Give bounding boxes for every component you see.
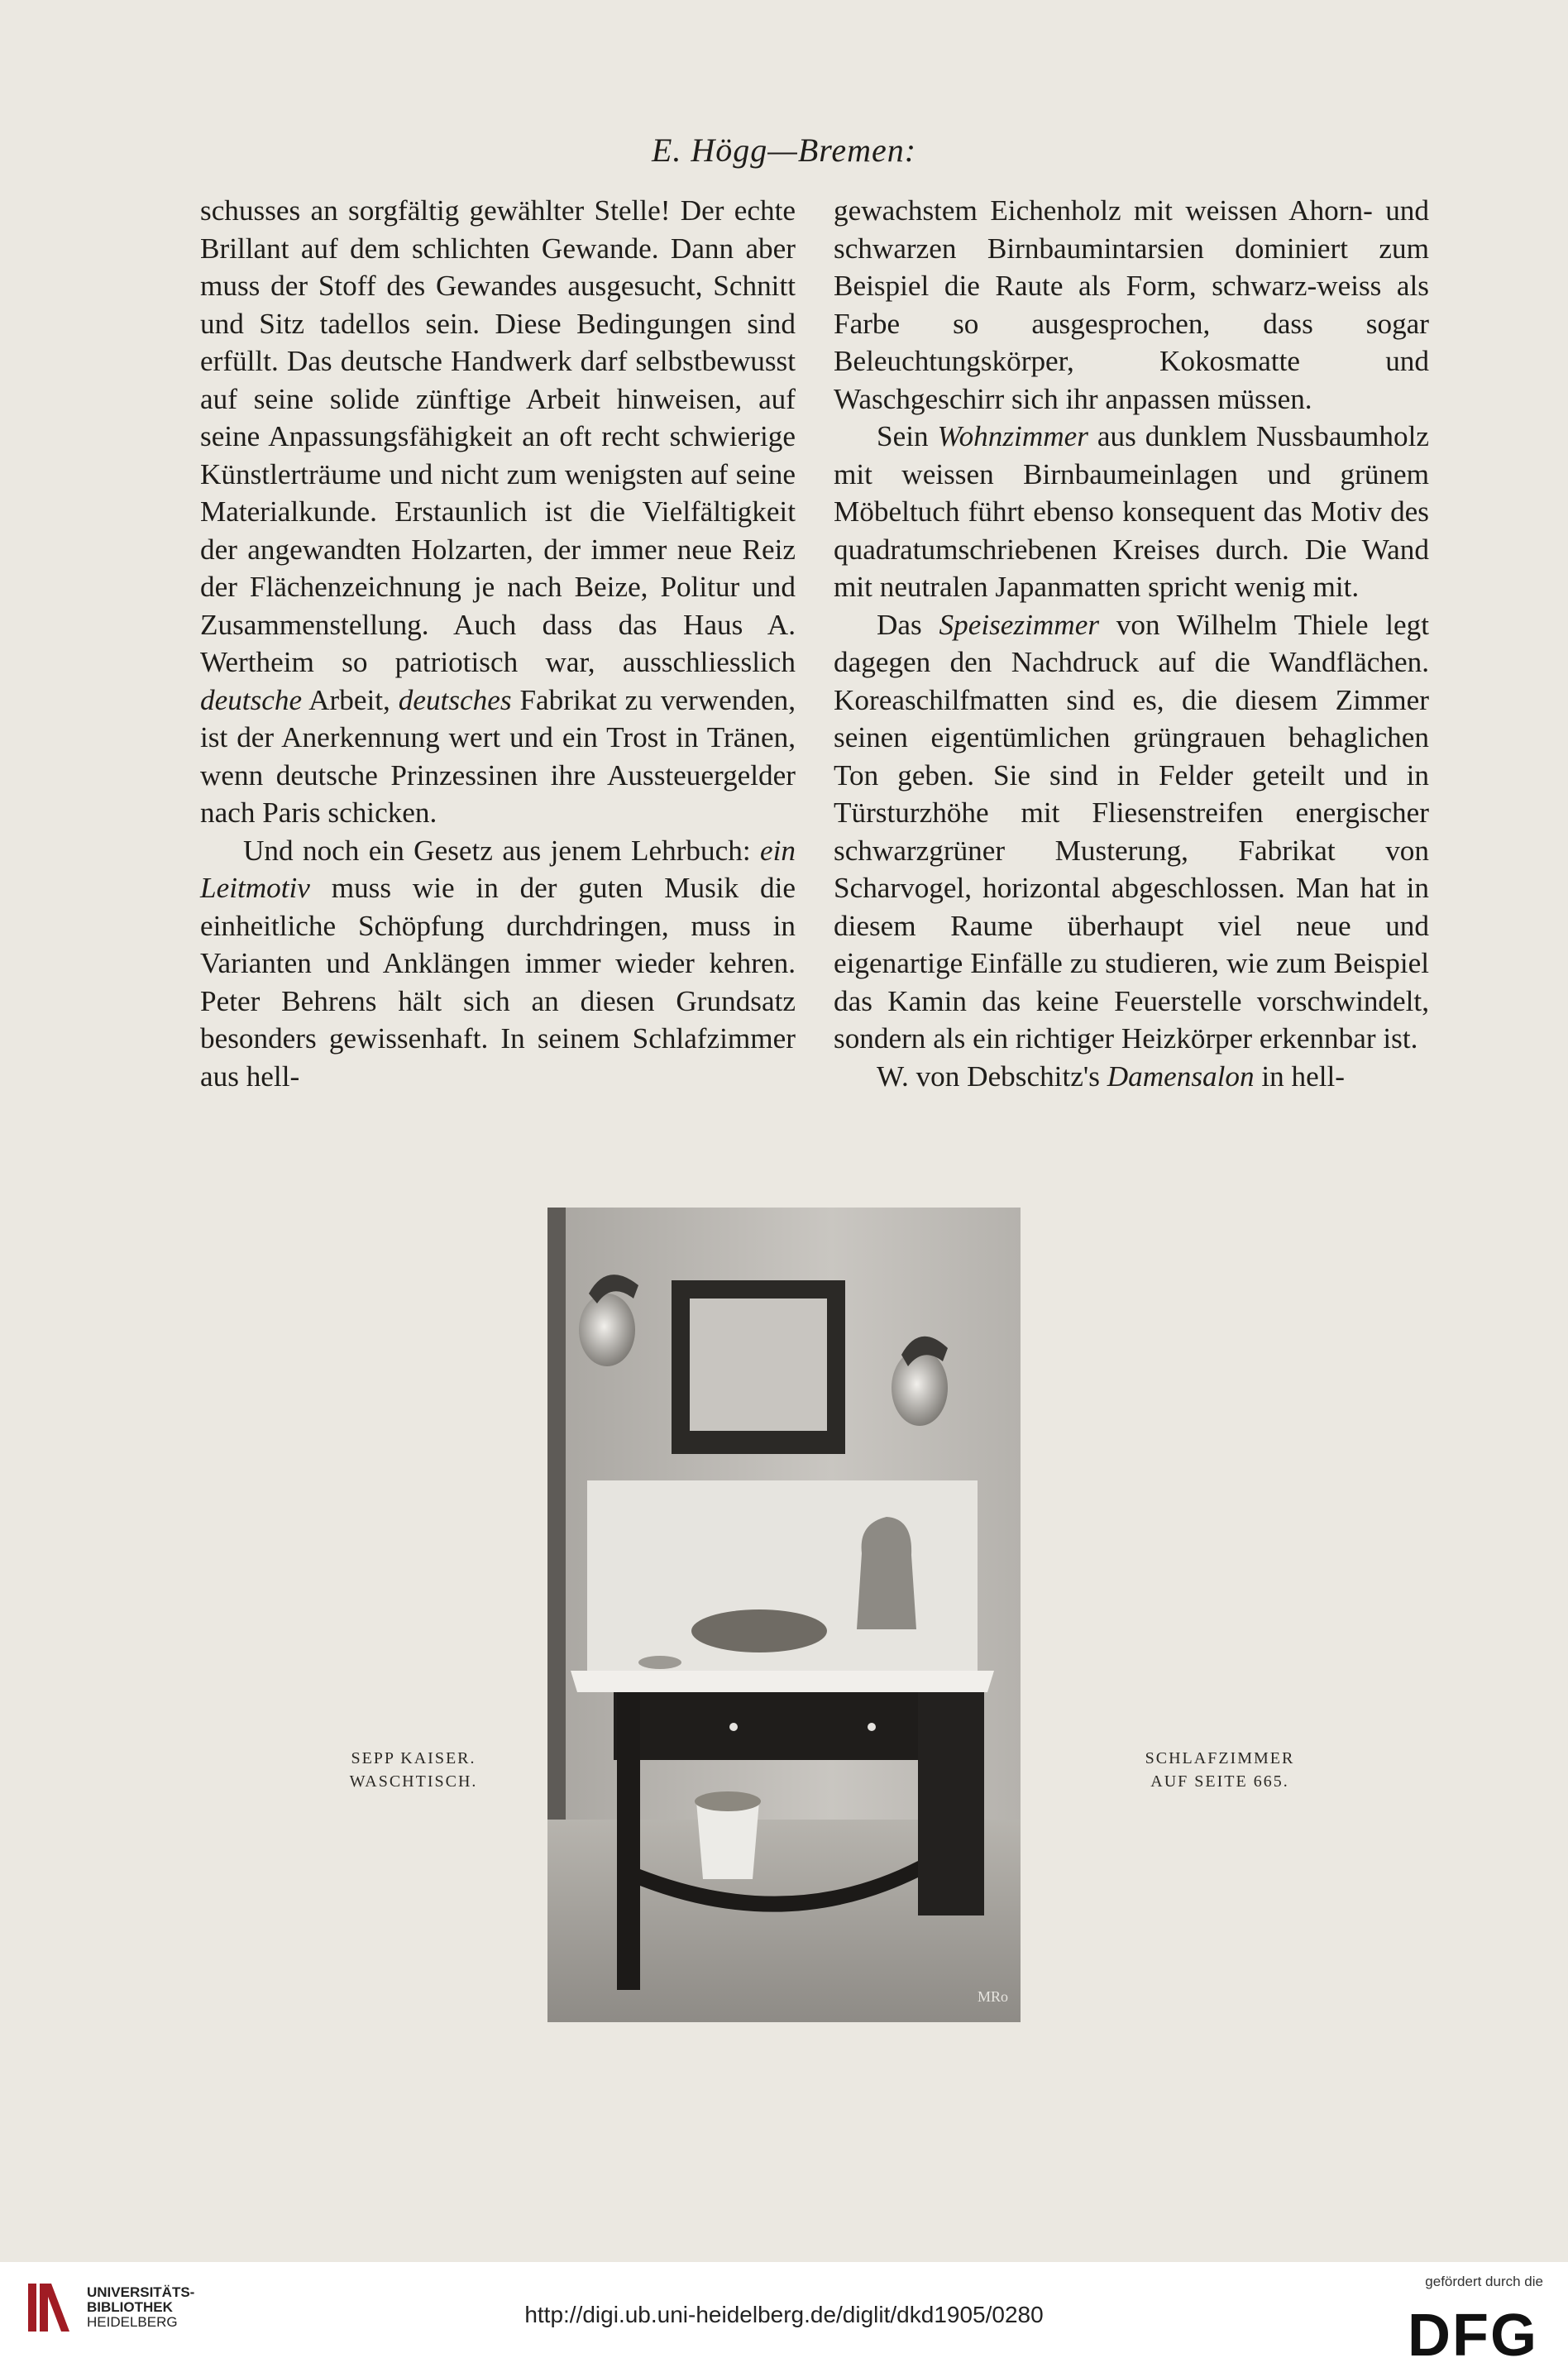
right-paragraph-4: W. von Debschitz's Damensalon in hell- bbox=[877, 1059, 1346, 1093]
water-jug bbox=[857, 1517, 916, 1629]
mirror-glass bbox=[690, 1299, 827, 1431]
washstand-illustration bbox=[547, 1208, 1021, 2022]
engraver-signature: MRo bbox=[978, 1988, 1009, 2005]
right-paragraph-1: gewachstem Eichenholz mit weissen Ahorn- und schwarzen Birnbaumintarsien dominiert zum Beispiel die Raute als Form, schwarz-weiss als Farbe so ausgesprochen, dass sogar Beleuchtungskörper, Kokosmatte und Waschgeschirr sich ihr anpassen müssen. bbox=[834, 194, 1429, 415]
wash-basin bbox=[691, 1609, 827, 1652]
soap-dish bbox=[638, 1656, 681, 1669]
left-paragraph-1: schusses an sorgfältig gewählter Stelle! Der echte Brillant auf dem schlichten Gewande. Dann aber muss der Stoff des Gewandes ausgesucht, Schnitt und Sitz tadellos sein. Diese Bedingungen sind erfüllt. Das deutsche Handwerk darf selbstbewusst auf seine solide zünftige Arbeit hinweisen, auf seine Anpassungsfähigkeit an oft recht schwierige Künstlerträume und nicht zum wenigsten auf seine Materialkunde. Erstaunlich ist die Vielfältigkeit der angewandten Holzarten, der immer neue Reiz der Flächenzeichnung je nach Beize, Politur und Zusammenstellung. Auch dass das Haus A. Wertheim so patriotisch war, ausschliesslich deutsche Arbeit, deutsches Fabrikat zu verwenden, ist der Anerkennung wert und ein Trost in Tränen, wenn deutsche Prinzessinen ihre Aussteuergelder nach Paris schicken. bbox=[200, 194, 796, 829]
waste-bucket bbox=[696, 1801, 759, 1879]
right-paragraph-3: Das Speisezimmer von Wilhelm Thiele legt dagegen den Nachdruck auf die Wandflächen. Koreaschilfmatten sind es, die diesem Zimmer seinen eigentümlichen grüngrauen behaglichen Ton geben. Sie sind in Felder geteilt und in Türsturzhöhe mit Fliesenstreifen energischer schwarzgrüner Musterung, Fabrikat von Scharvogel, horizontal abgeschlossen. Man hat in diesem Raume überhaupt viel neue und eigenartige Einfälle zu studieren, wie zum Beispiel das Kamin das keine Feuerstelle vorschwindelt, sondern als ein richtiger Heizkörper erkennbar ist. bbox=[834, 608, 1429, 1055]
front-leg bbox=[617, 1692, 640, 1990]
marble-top bbox=[571, 1671, 994, 1692]
side-cabinet bbox=[918, 1692, 984, 1915]
left-text-column bbox=[200, 192, 796, 1095]
right-text-column bbox=[834, 192, 1429, 1095]
running-title: E. Högg—Bremen: bbox=[651, 132, 917, 169]
dfg-logo: DFG bbox=[1408, 2303, 1538, 2369]
caption-left: SEPP KAISER. WASCHTISCH. bbox=[349, 1749, 478, 1791]
funding-note: gefördert durch die bbox=[1425, 2274, 1543, 2289]
digitization-footer bbox=[0, 2262, 1568, 2377]
caption-right: SCHLAFZIMMER AUF SEITE 665. bbox=[1145, 1749, 1295, 1791]
left-paragraph-2: Und noch ein Gesetz aus jenem Lehrbuch: ein Leitmotiv muss wie in der guten Musik die einheitliche Schöpfung durchdringen, muss in Varianten und Anklängen immer wieder kehren. Peter Behrens hält sich an diesen Grundsatz besonders gewissenhaft. In seinem Schlafzimmer aus hell- bbox=[200, 834, 796, 1093]
washstand-photograph bbox=[547, 1208, 1021, 2022]
right-paragraph-2: Sein Wohnzimmer aus dunklem Nussbaumholz mit weissen Birnbaumeinlagen und grünem Möbeltuch führt ebenso konsequent das Motiv des quadratumschriebenen Kreises durch. Die Wand mit neutralen Japanmatten spricht wenig mit. bbox=[834, 420, 1429, 603]
library-name: UNIVERSITÄTS- BIBLIOTHEK HEIDELBERG bbox=[87, 2284, 195, 2330]
permalink-url[interactable]: http://digi.ub.uni-heidelberg.de/diglit/dkd1905/0280 bbox=[524, 2302, 1044, 2327]
